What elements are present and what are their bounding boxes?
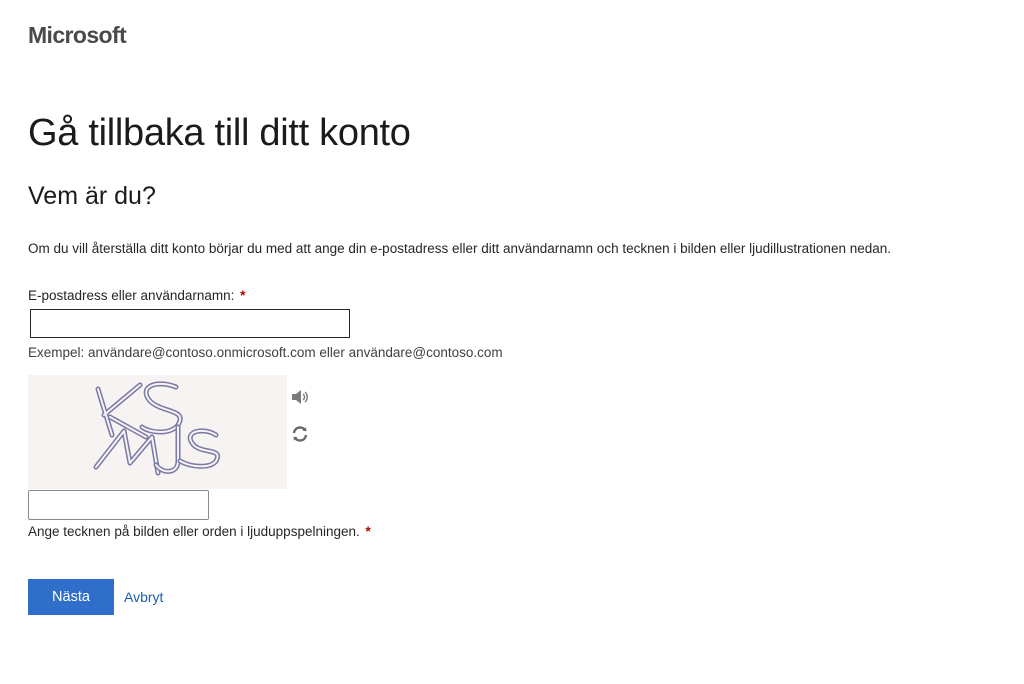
microsoft-logo: Microsoft — [28, 22, 127, 48]
next-button[interactable]: Nästa — [28, 579, 114, 615]
captcha-hint-text: Ange tecknen på bilden eller orden i ljuduppspelningen. — [28, 524, 360, 539]
email-field-label-text: E-postadress eller användarnamn: — [28, 288, 235, 303]
captcha-image — [28, 375, 287, 489]
captcha-drawing — [28, 375, 287, 489]
required-marker: * — [365, 524, 371, 539]
email-example-text: Exempel: användare@contoso.onmicrosoft.com eller användare@contoso.com — [28, 345, 503, 360]
captcha-hint — [28, 524, 371, 539]
page-title: Gå tillbaka till ditt konto — [28, 112, 411, 154]
required-marker: * — [240, 288, 246, 303]
email-field[interactable] — [30, 309, 350, 338]
email-field-label — [28, 288, 245, 303]
cancel-link[interactable]: Avbryt — [124, 589, 164, 605]
speaker-icon[interactable] — [290, 388, 310, 406]
intro-text: Om du vill återställa ditt konto börjar du med att ange din e-postadress eller ditt användarnamn och tecknen i bilden eller ljudillustrationen nedan. — [28, 241, 891, 256]
section-title: Vem är du? — [28, 182, 156, 210]
refresh-icon[interactable] — [291, 425, 309, 443]
captcha-input[interactable] — [28, 490, 209, 520]
